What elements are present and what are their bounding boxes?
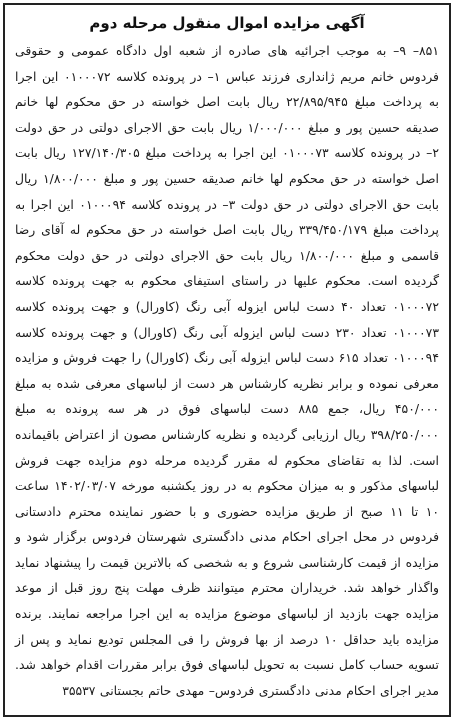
- notice-title: آگهی مزایده اموال منقول مرحله دوم: [89, 14, 365, 32]
- notice-body: ۸۵۱– ۹– به موجب اجرائیه های صادره از شعبه اول دادگاه عمومی و حقوقی فردوس خانم مریم ژانداری فرزند عباس ۱– در پرونده کلاسه ۰۱۰۰۰۷۲ این اجرا به پرداخت مبلغ ۲۲/۸۹۵/۹۴۵ ریال بابت اصل خواسته در حق محکوم لها خانم صدیقه حسین پور و مبلغ ۱/۰۰۰/۰۰۰ ریال بابت حق الاجرای دولتی در حق دولت ۲– در پرونده کلاسه ۰۱۰۰۰۷۳ این اجرا به پرداخت مبلغ ۱۲۷/۱۴۰/۳۰۵ ریال بابت اصل خواسته در حق محکوم لها خانم صدیقه حسین پور و مبلغ ۱/۸۰۰/۰۰۰ ریال بابت حق الاجرای دولتی در حق دولت ۳– در پرونده کلاسه ۰۱۰۰۰۹۴ این اجرا به پرداخت مبلغ ۳۳۹/۴۵۰/۱۷۹ ریال بابت اصل خواسته در حق محکوم له آقای رضا قاسمی و مبلغ ۱/۸۰۰/۰۰۰ ریال بابت حق الاجرای دولتی در حق دولت محکوم گردیده است. محکوم علیها در راستای استیفای محکوم به جهت پرونده کلاسه ۰۱۰۰۰۷۲ تعداد ۴۰ دست لباس ایزوله آبی رنگ (کاورال) و جهت پرونده کلاسه ۰۱۰۰۰۷۳ تعداد ۲۳۰ دست لباس ایزوله آبی رنگ (کاورال) و جهت پرونده کلاسه ۰۱۰۰۰۹۴ تعداد ۶۱۵ دست لباس ایزوله آبی رنگ (کاورال) را جهت فروش و مزایده معرفی نموده و برابر نظریه کارشناس هر دست از لباسهای معرفی شده به مبلغ ۴۵۰/۰۰۰ ریال، جمع ۸۸۵ دست لباسهای فوق در هر سه پرونده به مبلغ ۳۹۸/۲۵۰/۰۰۰ ریال ارزیابی گردیده و نظریه کارشناس مصون از اعتراض باقیمانده است. لذا به تقاضای محکوم له مقرر گردیده مرحله دوم مزایده جهت فروش لباسهای مذکور و به میزان محکوم به در روز یکشنبه مورخه ۱۴۰۲/۰۳/۰۷ ساعت ۱۰ تا ۱۱ صبح از طریق مزایده حضوری و با حضور نماینده محترم دادستانی فردوس در محل اجرای احکام مدنی دادگستری شهرستان فردوس برگزار شود و مزایده از قیمت کارشناسی شروع و به شخصی که بالاترین قیمت را پیشنهاد نماید واگذار خواهد شد. خریداران محترم میتوانند ظرف مهلت پنج روز قبل از موعد مزایده جهت بازدید از لباسهای موضوع مزایده به این اجرا مراجعه نمایند. برنده مزایده باید حداقل ۱۰ درصد از بها فروش را فی المجلس تودیع نماید و پس از تسویه حساب کامل نسبت به تحویل لباسهای فوق برابر مقررات اقدام خواهد شد. مدیر اجرای احکام مدنی دادگستری فردوس– مهدی حاتم بجستانی ۳۵۵۳۷: [15, 43, 440, 698]
- auction-notice: [3, 3, 451, 717]
